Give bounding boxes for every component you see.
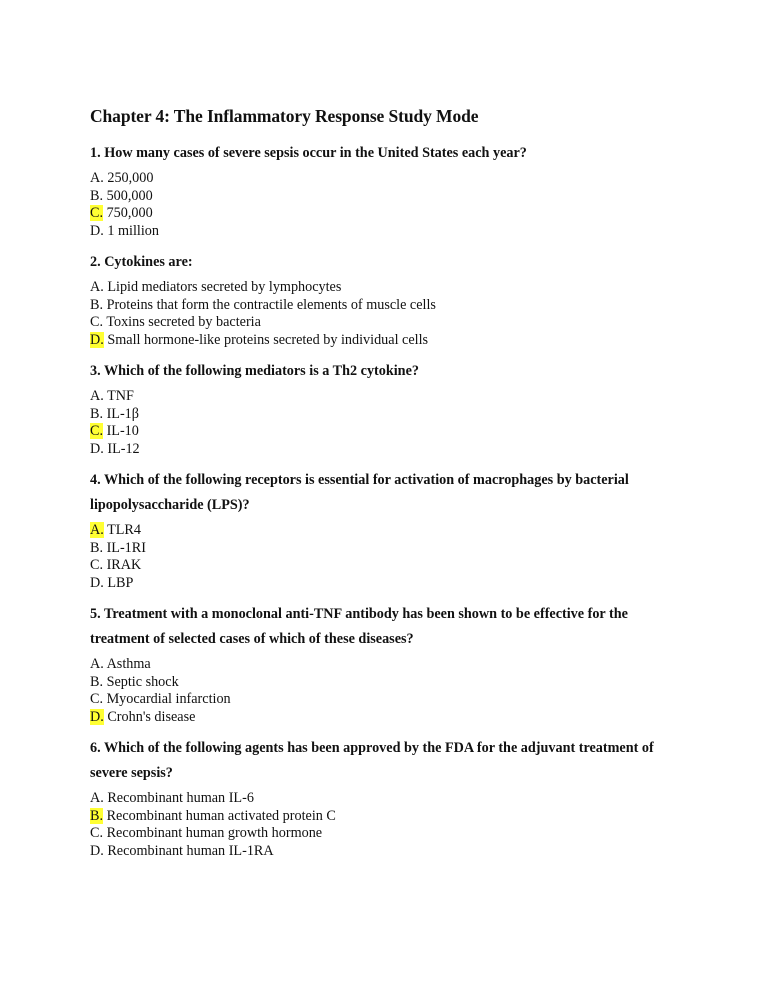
- question-3: [90, 359, 690, 458]
- option-b: [90, 808, 690, 826]
- option-b: [90, 406, 690, 424]
- options-list: [90, 656, 690, 726]
- option-letter: B.: [90, 539, 104, 556]
- question-number: 6.: [90, 740, 101, 756]
- option-letter: A.: [90, 656, 104, 672]
- option-text: Recombinant human growth hormone: [106, 825, 323, 841]
- question-2: [90, 250, 690, 349]
- option-b: [90, 188, 690, 206]
- options-list: [90, 279, 690, 349]
- question-text: [90, 602, 690, 652]
- option-letter: B.: [90, 405, 104, 422]
- option-text: 1 million: [107, 222, 159, 239]
- question-1: [90, 141, 690, 240]
- option-letter: A.: [90, 170, 104, 186]
- option-letter: B.: [90, 673, 104, 690]
- option-d: [90, 441, 690, 459]
- option-text: Lipid mediators secreted by lymphocytes: [107, 279, 342, 295]
- option-letter: C.: [90, 314, 104, 330]
- option-letter: D.: [90, 440, 104, 457]
- question-number: 5.: [90, 606, 101, 622]
- question-stem: Which of the following agents has been approved by the FDA for the adjuvant treatment of severe sepsis?: [90, 740, 654, 781]
- question-text: [90, 468, 690, 518]
- option-letter: D.: [90, 708, 104, 725]
- option-text: LBP: [107, 574, 134, 591]
- question-stem: Which of the following mediators is a Th2 cytokine?: [103, 363, 419, 379]
- option-letter: D.: [90, 574, 104, 591]
- option-text: 500,000: [106, 187, 153, 204]
- option-letter: A.: [90, 790, 104, 806]
- option-c: [90, 557, 690, 575]
- option-text: Proteins that form the contractile elements of muscle cells: [106, 296, 436, 313]
- question-text: [90, 736, 690, 786]
- option-letter: C.: [90, 825, 104, 841]
- question-number: 1.: [90, 145, 101, 161]
- option-b: [90, 540, 690, 558]
- option-d: [90, 843, 690, 861]
- option-text: Recombinant human IL-6: [107, 790, 254, 806]
- option-letter: A.: [90, 388, 104, 404]
- option-letter: C.: [90, 423, 104, 439]
- option-text: Asthma: [106, 656, 151, 672]
- question-number: 4.: [90, 472, 101, 488]
- option-text: IL-1RI: [106, 539, 146, 556]
- option-a: [90, 279, 690, 297]
- option-b: [90, 297, 690, 315]
- option-text: Small hormone-like proteins secreted by individual cells: [107, 331, 429, 348]
- option-d: [90, 332, 690, 350]
- option-text: TNF: [107, 388, 134, 404]
- option-d: [90, 575, 690, 593]
- option-letter: B.: [90, 296, 104, 313]
- question-number: 2.: [90, 254, 101, 270]
- question-stem: Cytokines are:: [104, 254, 193, 270]
- question-stem: Which of the following receptors is essential for activation of macrophages by bacterial lipopolysaccharide (LPS)?: [90, 472, 629, 513]
- option-text: IL-12: [107, 440, 140, 457]
- option-letter: A.: [90, 522, 104, 538]
- option-a: [90, 522, 690, 540]
- option-text: 750,000: [106, 205, 153, 221]
- option-text: Toxins secreted by bacteria: [106, 314, 261, 330]
- question-text: [90, 250, 690, 275]
- options-list: [90, 790, 690, 860]
- option-text: 250,000: [107, 170, 154, 186]
- option-text: Recombinant human activated protein C: [106, 807, 336, 824]
- question-4: [90, 468, 690, 592]
- options-list: [90, 522, 690, 592]
- option-text: Septic shock: [106, 673, 179, 690]
- question-5: [90, 602, 690, 726]
- option-letter: B.: [90, 807, 104, 824]
- question-text: [90, 359, 690, 384]
- option-a: [90, 656, 690, 674]
- options-list: [90, 170, 690, 240]
- option-text: Crohn's disease: [107, 708, 196, 725]
- option-c: [90, 423, 690, 441]
- option-a: [90, 170, 690, 188]
- option-letter: D.: [90, 842, 104, 859]
- option-c: [90, 205, 690, 223]
- question-6: [90, 736, 690, 860]
- option-letter: C.: [90, 557, 104, 573]
- option-text: Myocardial infarction: [106, 691, 231, 707]
- option-letter: C.: [90, 691, 104, 707]
- page-title: Chapter 4: The Inflammatory Response Study Mode: [90, 106, 479, 126]
- option-letter: D.: [90, 222, 104, 239]
- option-d: [90, 709, 690, 727]
- option-letter: B.: [90, 187, 104, 204]
- option-text: IL-10: [106, 423, 139, 439]
- question-number: 3.: [90, 363, 101, 379]
- option-a: [90, 790, 690, 808]
- option-letter: A.: [90, 279, 104, 295]
- question-stem: How many cases of severe sepsis occur in the United States each year?: [104, 145, 527, 161]
- option-c: [90, 691, 690, 709]
- option-c: [90, 314, 690, 332]
- option-letter: D.: [90, 331, 104, 348]
- option-d: [90, 223, 690, 241]
- question-stem: Treatment with a monoclonal anti-TNF antibody has been shown to be effective for the treatment of selected cases of which of these diseases?: [90, 606, 628, 647]
- option-text: IRAK: [106, 557, 142, 573]
- option-text: Recombinant human IL-1RA: [107, 842, 274, 859]
- option-text: IL-1β: [106, 405, 139, 422]
- options-list: [90, 388, 690, 458]
- option-b: [90, 674, 690, 692]
- option-a: [90, 388, 690, 406]
- option-text: TLR4: [107, 522, 141, 538]
- option-c: [90, 825, 690, 843]
- question-text: [90, 141, 690, 166]
- document-page: [90, 105, 690, 870]
- option-letter: C.: [90, 205, 104, 221]
